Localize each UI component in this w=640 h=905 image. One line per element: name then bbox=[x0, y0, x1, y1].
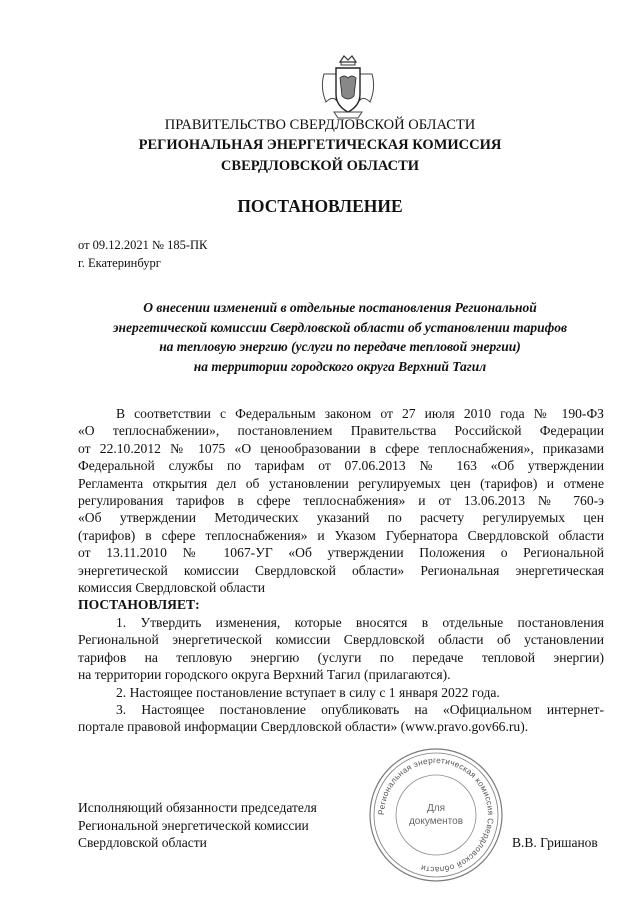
body-line: Регламента открытия дел об установлении регулируемых цен (тарифов) и отмене bbox=[78, 475, 604, 491]
document-title: ПОСТАНОВЛЕНИЕ bbox=[237, 196, 403, 216]
svg-text:Региональная энергетическая ко bbox=[377, 756, 495, 874]
body-line: 2. Настоящее постановление вступает в силу с 1 января 2022 года. bbox=[116, 684, 500, 700]
city: г. Екатеринбург bbox=[78, 256, 161, 270]
body-line: Региональной энергетической комиссии Свердловской области об установлении bbox=[78, 632, 604, 648]
body-line: «О теплоснабжении», постановлением Правительства Российской Федерации bbox=[78, 423, 604, 439]
subject-line: на тепловую энергию (услуги по передаче тепловой энергии) bbox=[159, 339, 521, 354]
body-line: энергетической комиссии Свердловской области» Региональная энергетическая bbox=[78, 562, 604, 578]
body-line: регулирования тарифов в сфере теплоснабжения» и от 13.06.2013 № 760-э bbox=[78, 493, 604, 509]
document-subject bbox=[80, 298, 600, 376]
coat-of-arms-icon bbox=[318, 52, 378, 120]
signer-name: В.В. Гришанов bbox=[512, 835, 598, 850]
stamp-ring-text: Региональная энергетическая комиссия Свердловской области bbox=[376, 755, 496, 875]
date-number: от 09.12.2021 № 185-ПК bbox=[78, 238, 208, 252]
body-line: комиссия Свердловской области bbox=[78, 580, 266, 596]
signature-line: Региональной энергетической комиссии bbox=[78, 817, 309, 833]
subject-line: на территории городского округа Верхний Тагил bbox=[193, 358, 487, 374]
signature-line: Свердловской области bbox=[78, 835, 207, 850]
body-line: (тарифов) в сфере теплоснабжения» и Указом Губернатора Свердловской области bbox=[78, 527, 604, 543]
body-line: 1. Утвердить изменения, которые вносятся в отдельные постановления bbox=[116, 614, 604, 630]
official-stamp bbox=[366, 745, 506, 885]
body-line: тарифов на тепловую энергию (услуги по передаче тепловой энергии) bbox=[78, 649, 604, 665]
body-line: Федеральной службы по тарифам от 07.06.2013 № 163 «Об утверждении bbox=[78, 458, 604, 474]
document-body bbox=[78, 405, 604, 736]
subject-line: энергетической комиссии Свердловской области об установлении тарифов bbox=[112, 319, 568, 335]
body-line: от 22.10.2012 № 1075 «О ценообразовании в сфере теплоснабжения», приказами bbox=[78, 440, 604, 456]
stamp-center-text: Для bbox=[426, 803, 446, 814]
subject-line: О внесении изменений в отдельные постановления Региональной bbox=[143, 300, 537, 315]
header-commission: РЕГИОНАЛЬНАЯ ЭНЕРГЕТИЧЕСКАЯ КОМИССИЯ bbox=[138, 137, 502, 153]
resolves-heading: ПОСТАНОВЛЯЕТ: bbox=[78, 597, 200, 613]
stamp-center-text: документов bbox=[408, 816, 464, 827]
header-region: СВЕРДЛОВСКОЙ ОБЛАСТИ bbox=[220, 158, 420, 174]
body-line: «Об утверждении Методических указаний по расчету регулируемых цен bbox=[78, 510, 604, 526]
body-line: от 13.11.2010 № 1067-УГ «Об утверждении Положения о Региональной bbox=[78, 545, 604, 561]
signature-position bbox=[78, 799, 317, 852]
header-government: ПРАВИТЕЛЬСТВО СВЕРДЛОВСКОЙ ОБЛАСТИ bbox=[164, 117, 476, 133]
signature-line: Исполняющий обязанности председателя bbox=[78, 800, 317, 815]
body-line: 3. Настоящее постановление опубликовать на «Официальном интернет- bbox=[116, 701, 604, 717]
body-line: на территории городского округа Верхний Тагил (прилагаются). bbox=[78, 667, 451, 683]
body-line: портале правовой информации Свердловской области» (www.pravo.gov66.ru). bbox=[78, 719, 529, 735]
body-line: В соответствии с Федеральным законом от 27 июля 2010 года № 190-ФЗ bbox=[116, 406, 604, 421]
